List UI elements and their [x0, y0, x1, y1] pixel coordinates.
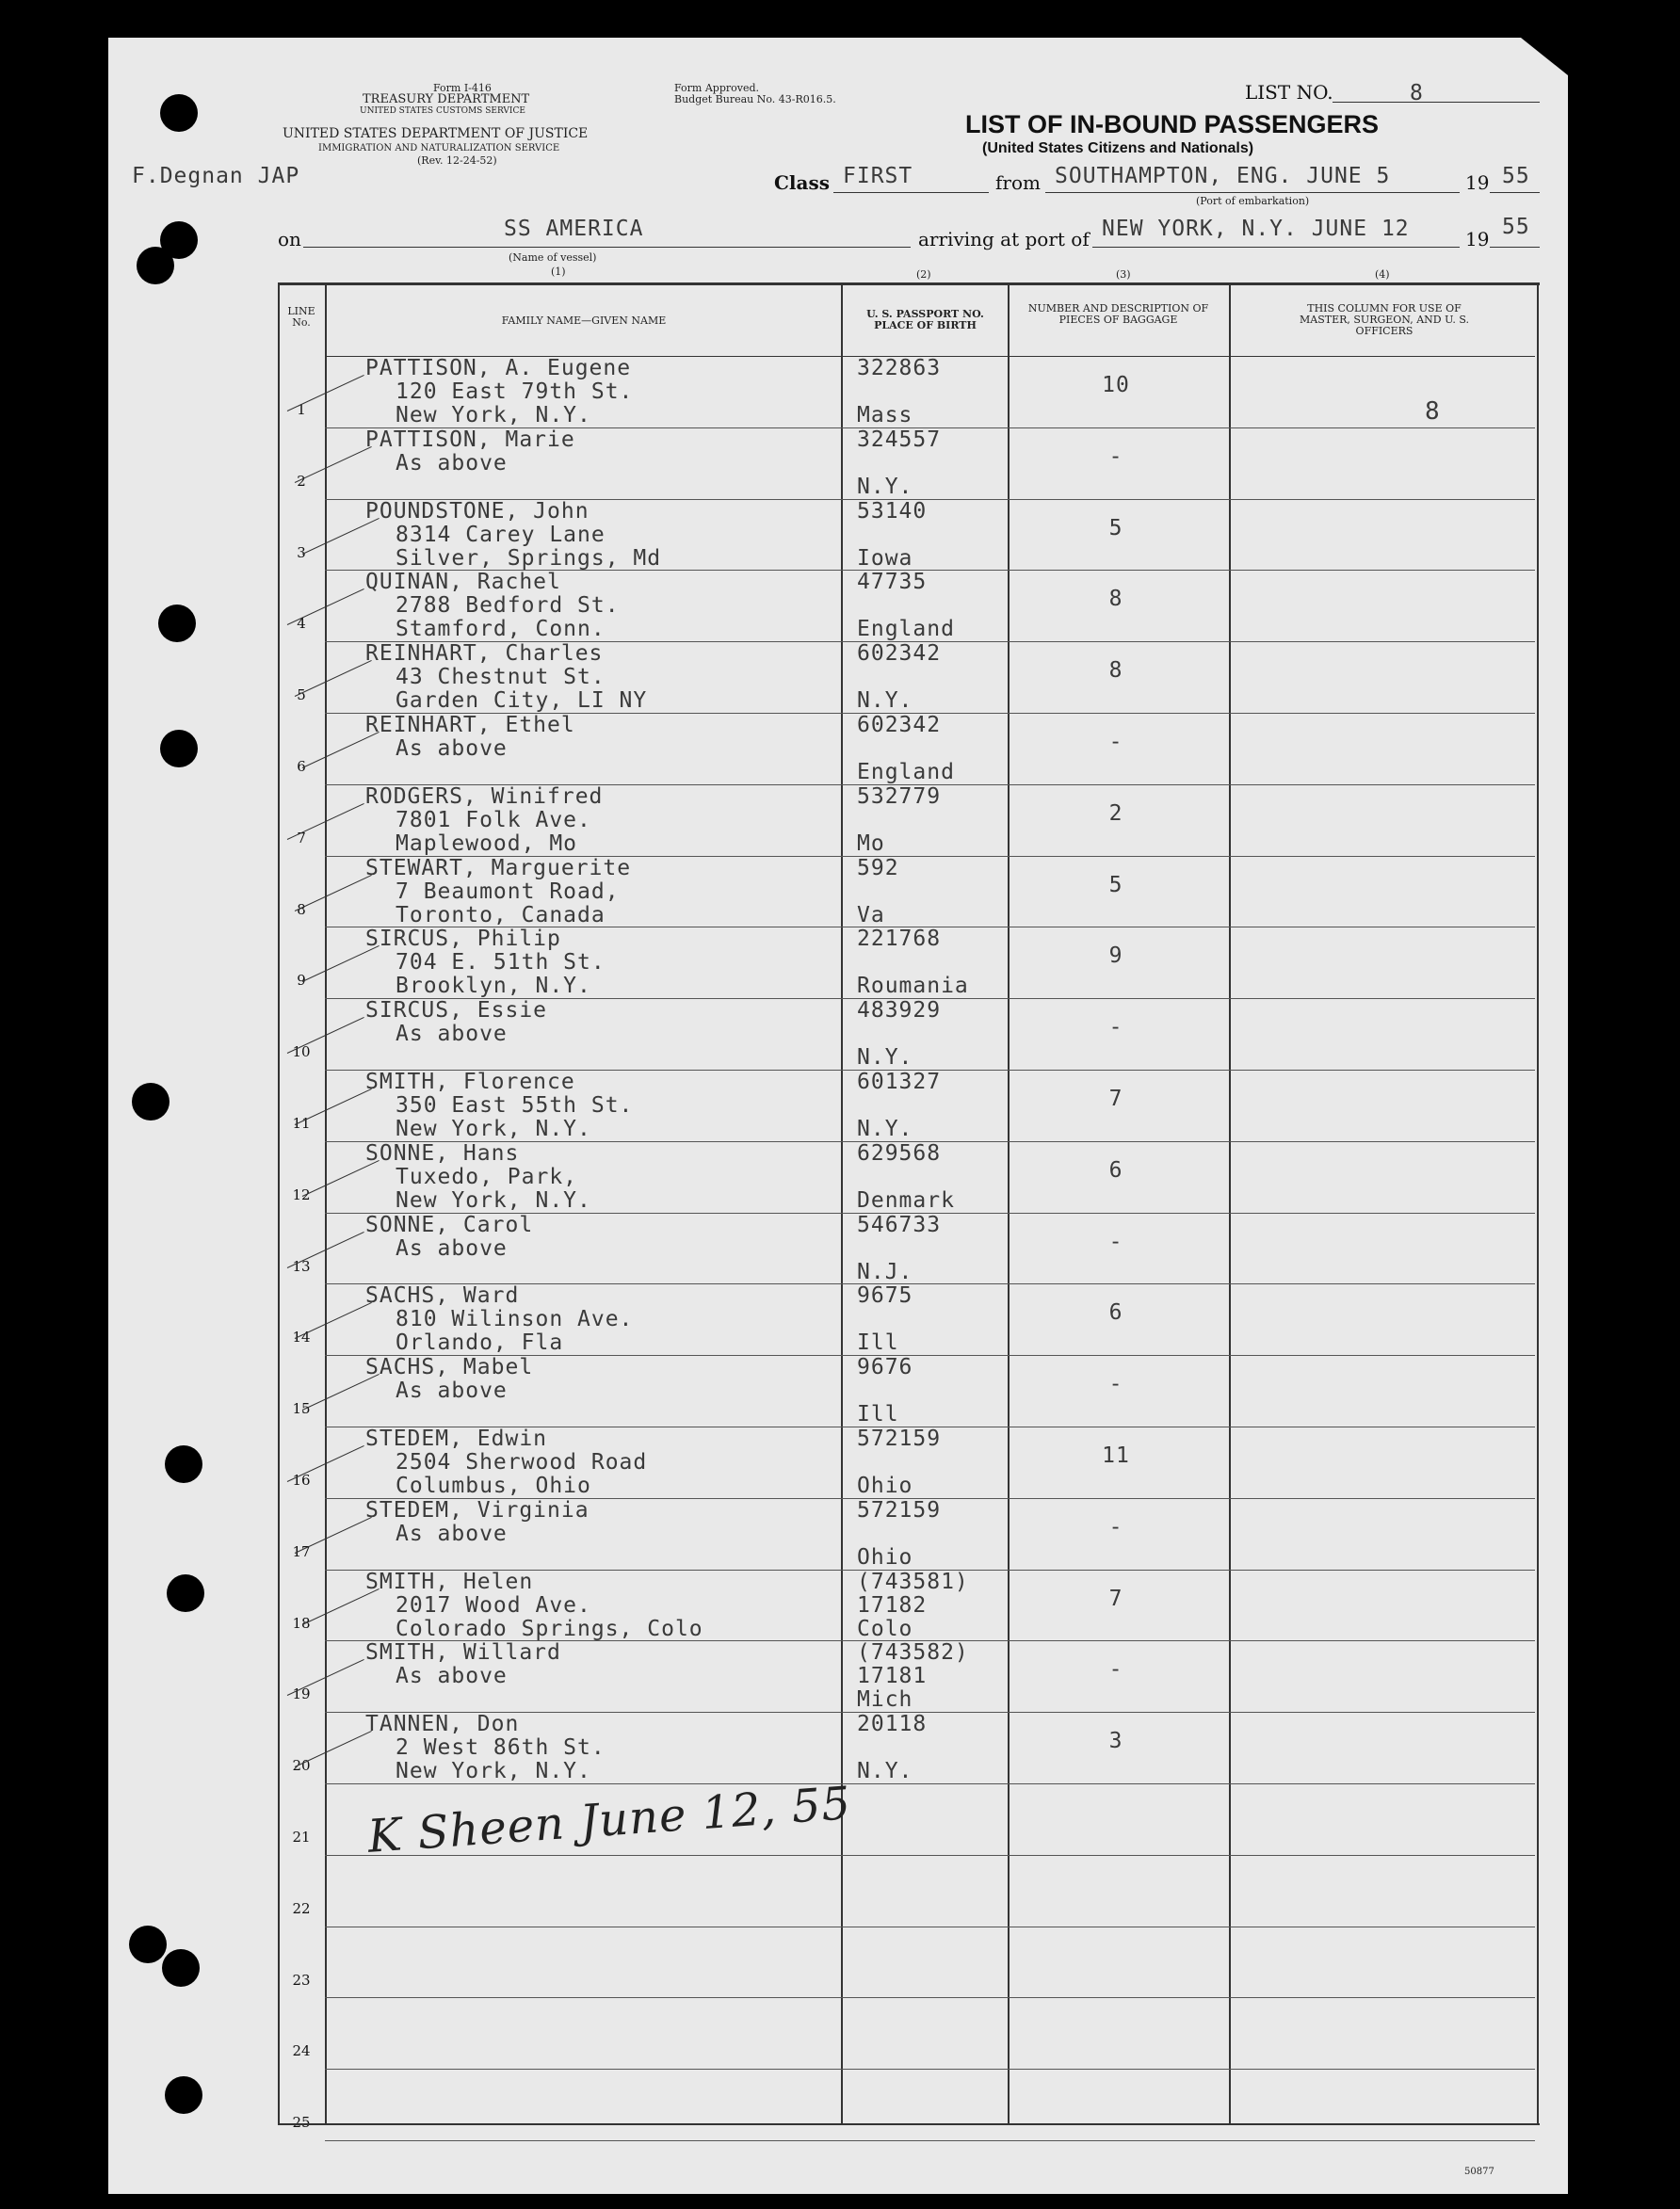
address-line-1: 2017 Wood Ave.	[396, 1593, 591, 1618]
punch-hole	[160, 730, 198, 767]
line-number: 5	[297, 686, 306, 703]
row-separator	[325, 1783, 1535, 1784]
punch-hole	[165, 1445, 202, 1483]
address-line-1: As above	[396, 1379, 508, 1403]
punch-hole	[132, 1083, 170, 1121]
signature: K Sheen June 12, 55	[365, 1777, 853, 1863]
revision: (Rev. 12-24-52)	[417, 154, 497, 167]
year1-line	[1490, 192, 1540, 193]
passenger-name: QUINAN, Rachel	[365, 570, 561, 594]
passport-number: 546733	[857, 1213, 942, 1237]
address-line-2: Stamford, Conn.	[396, 617, 606, 641]
line-number: 19	[292, 1685, 311, 1702]
address-line-1: 704 E. 51th St.	[396, 950, 606, 975]
place-of-birth: Va	[857, 903, 885, 927]
line-number: 12	[292, 1186, 311, 1203]
line-number: 16	[292, 1472, 311, 1489]
header-passport: U. S. PASSPORT NO. PLACE OF BIRTH	[866, 308, 984, 331]
passenger-name: STEDEM, Virginia	[365, 1498, 590, 1523]
passport-number: 20118	[857, 1712, 928, 1736]
form-subtitle: (United States Citizens and Nationals)	[982, 140, 1254, 156]
line-number: 9	[297, 972, 306, 989]
address-line-1: As above	[396, 1522, 508, 1546]
baggage-count: -	[1108, 1015, 1123, 1040]
passenger-name: SACHS, Mabel	[365, 1355, 534, 1379]
line-number: 23	[292, 1972, 311, 1989]
vessel-line	[303, 247, 911, 248]
customs-service: UNITED STATES CUSTOMS SERVICE	[360, 106, 525, 116]
embark-port: SOUTHAMPTON, ENG. JUNE 5	[1055, 164, 1391, 188]
punch-hole	[167, 1574, 204, 1612]
address-line-1: 7801 Folk Ave.	[396, 808, 591, 832]
passenger-name: SONNE, Carol	[365, 1213, 534, 1237]
line-number: 21	[292, 1829, 311, 1846]
passenger-name: REINHART, Ethel	[365, 713, 575, 737]
place-of-birth: N.Y.	[857, 688, 913, 713]
address-line-1: Tuxedo, Park,	[396, 1165, 578, 1189]
from-label: from	[995, 171, 1041, 194]
passport-number: (743582)	[857, 1640, 969, 1665]
line-number: 20	[292, 1757, 311, 1774]
address-line-2: Colorado Springs, Colo	[396, 1617, 703, 1641]
passport-number: 221768	[857, 927, 942, 951]
punch-hole	[158, 605, 196, 642]
ins-service: IMMIGRATION AND NATURALIZATION SERVICE	[318, 143, 560, 153]
passport-number: 47735	[857, 570, 928, 594]
year2-prefix: 19	[1465, 228, 1490, 250]
address-line-2: New York, N.Y.	[396, 403, 591, 427]
table-right-rule	[1537, 282, 1539, 2123]
address-line-1: 120 East 79th St.	[396, 379, 634, 404]
address-line-1: 2504 Sherwood Road	[396, 1450, 648, 1475]
place-of-birth: Mo	[857, 831, 885, 856]
address-line-1: As above	[396, 451, 508, 476]
arrival-line	[1092, 247, 1460, 248]
baggage-count: -	[1108, 1372, 1123, 1396]
place-of-birth: N.Y.	[857, 1117, 913, 1141]
from-line	[1045, 192, 1460, 193]
baggage-count: -	[1108, 1230, 1123, 1254]
passport-number: 572159	[857, 1498, 942, 1523]
baggage-count: 10	[1102, 373, 1130, 397]
footer-code: 50877	[1464, 2167, 1494, 2177]
punch-hole	[165, 2076, 202, 2114]
line-number: 3	[297, 544, 306, 561]
col2-number: (2)	[916, 268, 931, 281]
place-of-birth: Roumania	[857, 974, 969, 998]
col4-number: (4)	[1375, 268, 1390, 281]
place-of-birth: Ill	[857, 1330, 899, 1355]
line-number: 7	[297, 830, 306, 847]
passenger-name: TANNEN, Don	[365, 1712, 520, 1736]
address-line-1: 43 Chestnut St.	[396, 665, 606, 689]
embark-caption: (Port of embarkation)	[1196, 195, 1310, 207]
baggage-count: 6	[1108, 1158, 1123, 1183]
passenger-name: SIRCUS, Essie	[365, 998, 548, 1023]
line-number: 25	[292, 2114, 311, 2131]
address-line-1: As above	[396, 1236, 508, 1261]
line-number: 14	[292, 1329, 311, 1346]
baggage-count: -	[1108, 730, 1123, 754]
justice-dept: UNITED STATES DEPARTMENT OF JUSTICE	[283, 126, 589, 141]
year2-value: 55	[1502, 215, 1530, 239]
passport-number: 601327	[857, 1070, 942, 1094]
header-name: FAMILY NAME—GIVEN NAME	[501, 314, 667, 327]
baggage-col-rule	[1229, 282, 1231, 2123]
line-number: 4	[297, 615, 306, 632]
passport-number: 602342	[857, 713, 942, 737]
class-label: Class	[774, 171, 830, 194]
row-separator	[325, 1855, 1535, 1856]
line-number: 13	[292, 1258, 311, 1275]
passport-number: 53140	[857, 499, 928, 524]
year1-value: 55	[1502, 164, 1530, 188]
place-of-birth: N.Y.	[857, 1759, 913, 1783]
row-separator	[325, 1997, 1535, 1998]
passenger-name: STEDEM, Edwin	[365, 1427, 548, 1451]
place-of-birth: N.Y.	[857, 475, 913, 499]
baggage-count: 5	[1108, 873, 1123, 897]
place-of-birth: Denmark	[857, 1188, 955, 1213]
place-of-birth: Mich	[857, 1687, 913, 1712]
passport-number: 572159	[857, 1427, 942, 1451]
table-bottom-rule	[278, 2123, 1540, 2125]
line-col-rule	[325, 282, 327, 2123]
passenger-name: RODGERS, Winifred	[365, 784, 604, 809]
place-of-birth: Iowa	[857, 546, 913, 571]
clerk-name: F.Degnan JAP	[132, 164, 300, 188]
passport-number: (743581)	[857, 1570, 969, 1594]
baggage-count: 9	[1108, 943, 1123, 968]
line-number: 22	[292, 1900, 311, 1917]
address-line-2: Silver, Springs, Md	[396, 546, 662, 571]
passport-number: 9675	[857, 1283, 913, 1308]
address-line-1: 2 West 86th St.	[396, 1735, 606, 1760]
line-number: 2	[297, 473, 306, 490]
col3-number: (3)	[1116, 268, 1131, 281]
punch-hole	[129, 1926, 167, 1963]
passenger-name: SONNE, Hans	[365, 1141, 520, 1166]
table-top-rule	[278, 282, 1540, 285]
vessel-name: SS AMERICA	[504, 217, 644, 241]
passport-col-rule	[1008, 282, 1010, 2123]
passenger-name: REINHART, Charles	[365, 641, 604, 666]
line-number: 1	[297, 401, 306, 418]
passenger-name: POUNDSTONE, John	[365, 499, 590, 524]
form-number: Form I-416	[433, 82, 492, 94]
form-title: LIST OF IN-BOUND PASSENGERS	[965, 110, 1380, 138]
punch-hole	[137, 247, 174, 284]
arrival-port: NEW YORK, N.Y. JUNE 12	[1102, 217, 1410, 241]
year2-line	[1490, 247, 1540, 248]
place-of-birth: Mass	[857, 403, 913, 427]
passport-number: 592	[857, 856, 899, 880]
punch-hole	[162, 1949, 200, 1987]
address-line-2: Orlando, Fla	[396, 1330, 564, 1355]
baggage-count: -	[1108, 1657, 1123, 1682]
address-line-2: Garden City, LI NY	[396, 688, 648, 713]
passport-number: 532779	[857, 784, 942, 809]
baggage-count: 5	[1108, 516, 1123, 540]
baggage-count: 7	[1108, 1087, 1123, 1111]
passenger-name: PATTISON, A. Eugene	[365, 356, 632, 380]
passport-number: 629568	[857, 1141, 942, 1166]
baggage-count: 6	[1108, 1300, 1123, 1325]
row-separator	[325, 2069, 1535, 2070]
table-left-rule	[278, 282, 280, 2123]
line-number: 17	[292, 1543, 311, 1560]
address-line-2: New York, N.Y.	[396, 1759, 591, 1783]
treasury-dept: TREASURY DEPARTMENT	[363, 92, 530, 106]
passenger-name: SMITH, Helen	[365, 1570, 534, 1594]
baggage-count: 11	[1102, 1443, 1130, 1468]
arriving-label: arriving at port of	[918, 228, 1090, 250]
baggage-count: 8	[1108, 658, 1123, 683]
punch-hole	[160, 94, 198, 132]
address-line-1: As above	[396, 1022, 508, 1046]
place-of-birth: N.Y.	[857, 1045, 913, 1070]
passport-number-2: 17181	[857, 1664, 928, 1688]
baggage-count: -	[1108, 444, 1123, 469]
header-baggage: NUMBER AND DESCRIPTION OF PIECES OF BAGGAGE	[1027, 302, 1209, 326]
passport-number: 9676	[857, 1355, 913, 1379]
baggage-count: -	[1108, 1515, 1123, 1540]
line-number: 18	[292, 1615, 311, 1632]
address-line-2: Columbus, Ohio	[396, 1474, 591, 1498]
address-line-2: New York, N.Y.	[396, 1117, 591, 1141]
place-of-birth: England	[857, 760, 955, 784]
place-of-birth: Ohio	[857, 1545, 913, 1570]
line-number: 8	[297, 901, 306, 918]
header-line-no: LINE No.	[287, 305, 315, 329]
header-officers: THIS COLUMN FOR USE OF MASTER, SURGEON, AND U. S. OFFICERS	[1300, 302, 1470, 337]
form-approved: Form Approved.	[674, 82, 760, 94]
year1-prefix: 19	[1465, 171, 1490, 194]
budget-bureau: Budget Bureau No. 43-R016.5.	[674, 93, 836, 105]
passport-number-2: 17182	[857, 1593, 928, 1618]
line-number: 6	[297, 758, 306, 775]
passport-number: 602342	[857, 641, 942, 666]
address-line-2: Brooklyn, N.Y.	[396, 974, 591, 998]
list-no-value: 8	[1410, 81, 1424, 105]
baggage-count: 8	[1108, 587, 1123, 611]
passenger-name: STEWART, Marguerite	[365, 856, 632, 880]
col1-number: (1)	[551, 266, 566, 278]
place-of-birth: Ohio	[857, 1474, 913, 1498]
line-number: 24	[292, 2042, 311, 2059]
baggage-count: 2	[1108, 801, 1123, 826]
class-line	[833, 192, 989, 193]
address-line-1: As above	[396, 1664, 508, 1688]
row-separator	[325, 2140, 1535, 2141]
passenger-name: PATTISON, Marie	[365, 427, 575, 452]
list-no-line	[1333, 102, 1540, 103]
baggage-count: 7	[1108, 1587, 1123, 1611]
passport-number: 324557	[857, 427, 942, 452]
address-line-1: 8314 Carey Lane	[396, 523, 606, 547]
address-line-1: As above	[396, 736, 508, 761]
address-line-2: Maplewood, Mo	[396, 831, 578, 856]
baggage-count: 3	[1108, 1729, 1123, 1753]
passport-number: 322863	[857, 356, 942, 380]
line-number: 15	[292, 1400, 311, 1417]
vessel-caption: (Name of vessel)	[509, 251, 597, 264]
officer-note: 8	[1425, 397, 1441, 426]
form-page	[108, 38, 1568, 2194]
place-of-birth: N.J.	[857, 1260, 913, 1284]
address-line-1: 350 East 55th St.	[396, 1093, 634, 1118]
address-line-1: 7 Beaumont Road,	[396, 879, 620, 904]
place-of-birth: England	[857, 617, 955, 641]
list-no-label: LIST NO.	[1245, 81, 1333, 104]
line-number: 11	[292, 1115, 311, 1132]
passenger-name: SIRCUS, Philip	[365, 927, 561, 951]
line-number: 10	[292, 1043, 311, 1060]
address-line-1: 2788 Bedford St.	[396, 593, 620, 618]
address-line-2: New York, N.Y.	[396, 1188, 591, 1213]
address-line-2: Toronto, Canada	[396, 903, 606, 927]
name-col-rule	[841, 282, 843, 2123]
address-line-1: 810 Wilinson Ave.	[396, 1307, 634, 1331]
class-value: FIRST	[843, 164, 913, 188]
passenger-name: SACHS, Ward	[365, 1283, 520, 1308]
place-of-birth: Colo	[857, 1617, 913, 1641]
passenger-name: SMITH, Willard	[365, 1640, 561, 1665]
place-of-birth: Ill	[857, 1402, 899, 1427]
passenger-name: SMITH, Florence	[365, 1070, 575, 1094]
passport-number: 483929	[857, 998, 942, 1023]
on-label: on	[278, 228, 301, 250]
